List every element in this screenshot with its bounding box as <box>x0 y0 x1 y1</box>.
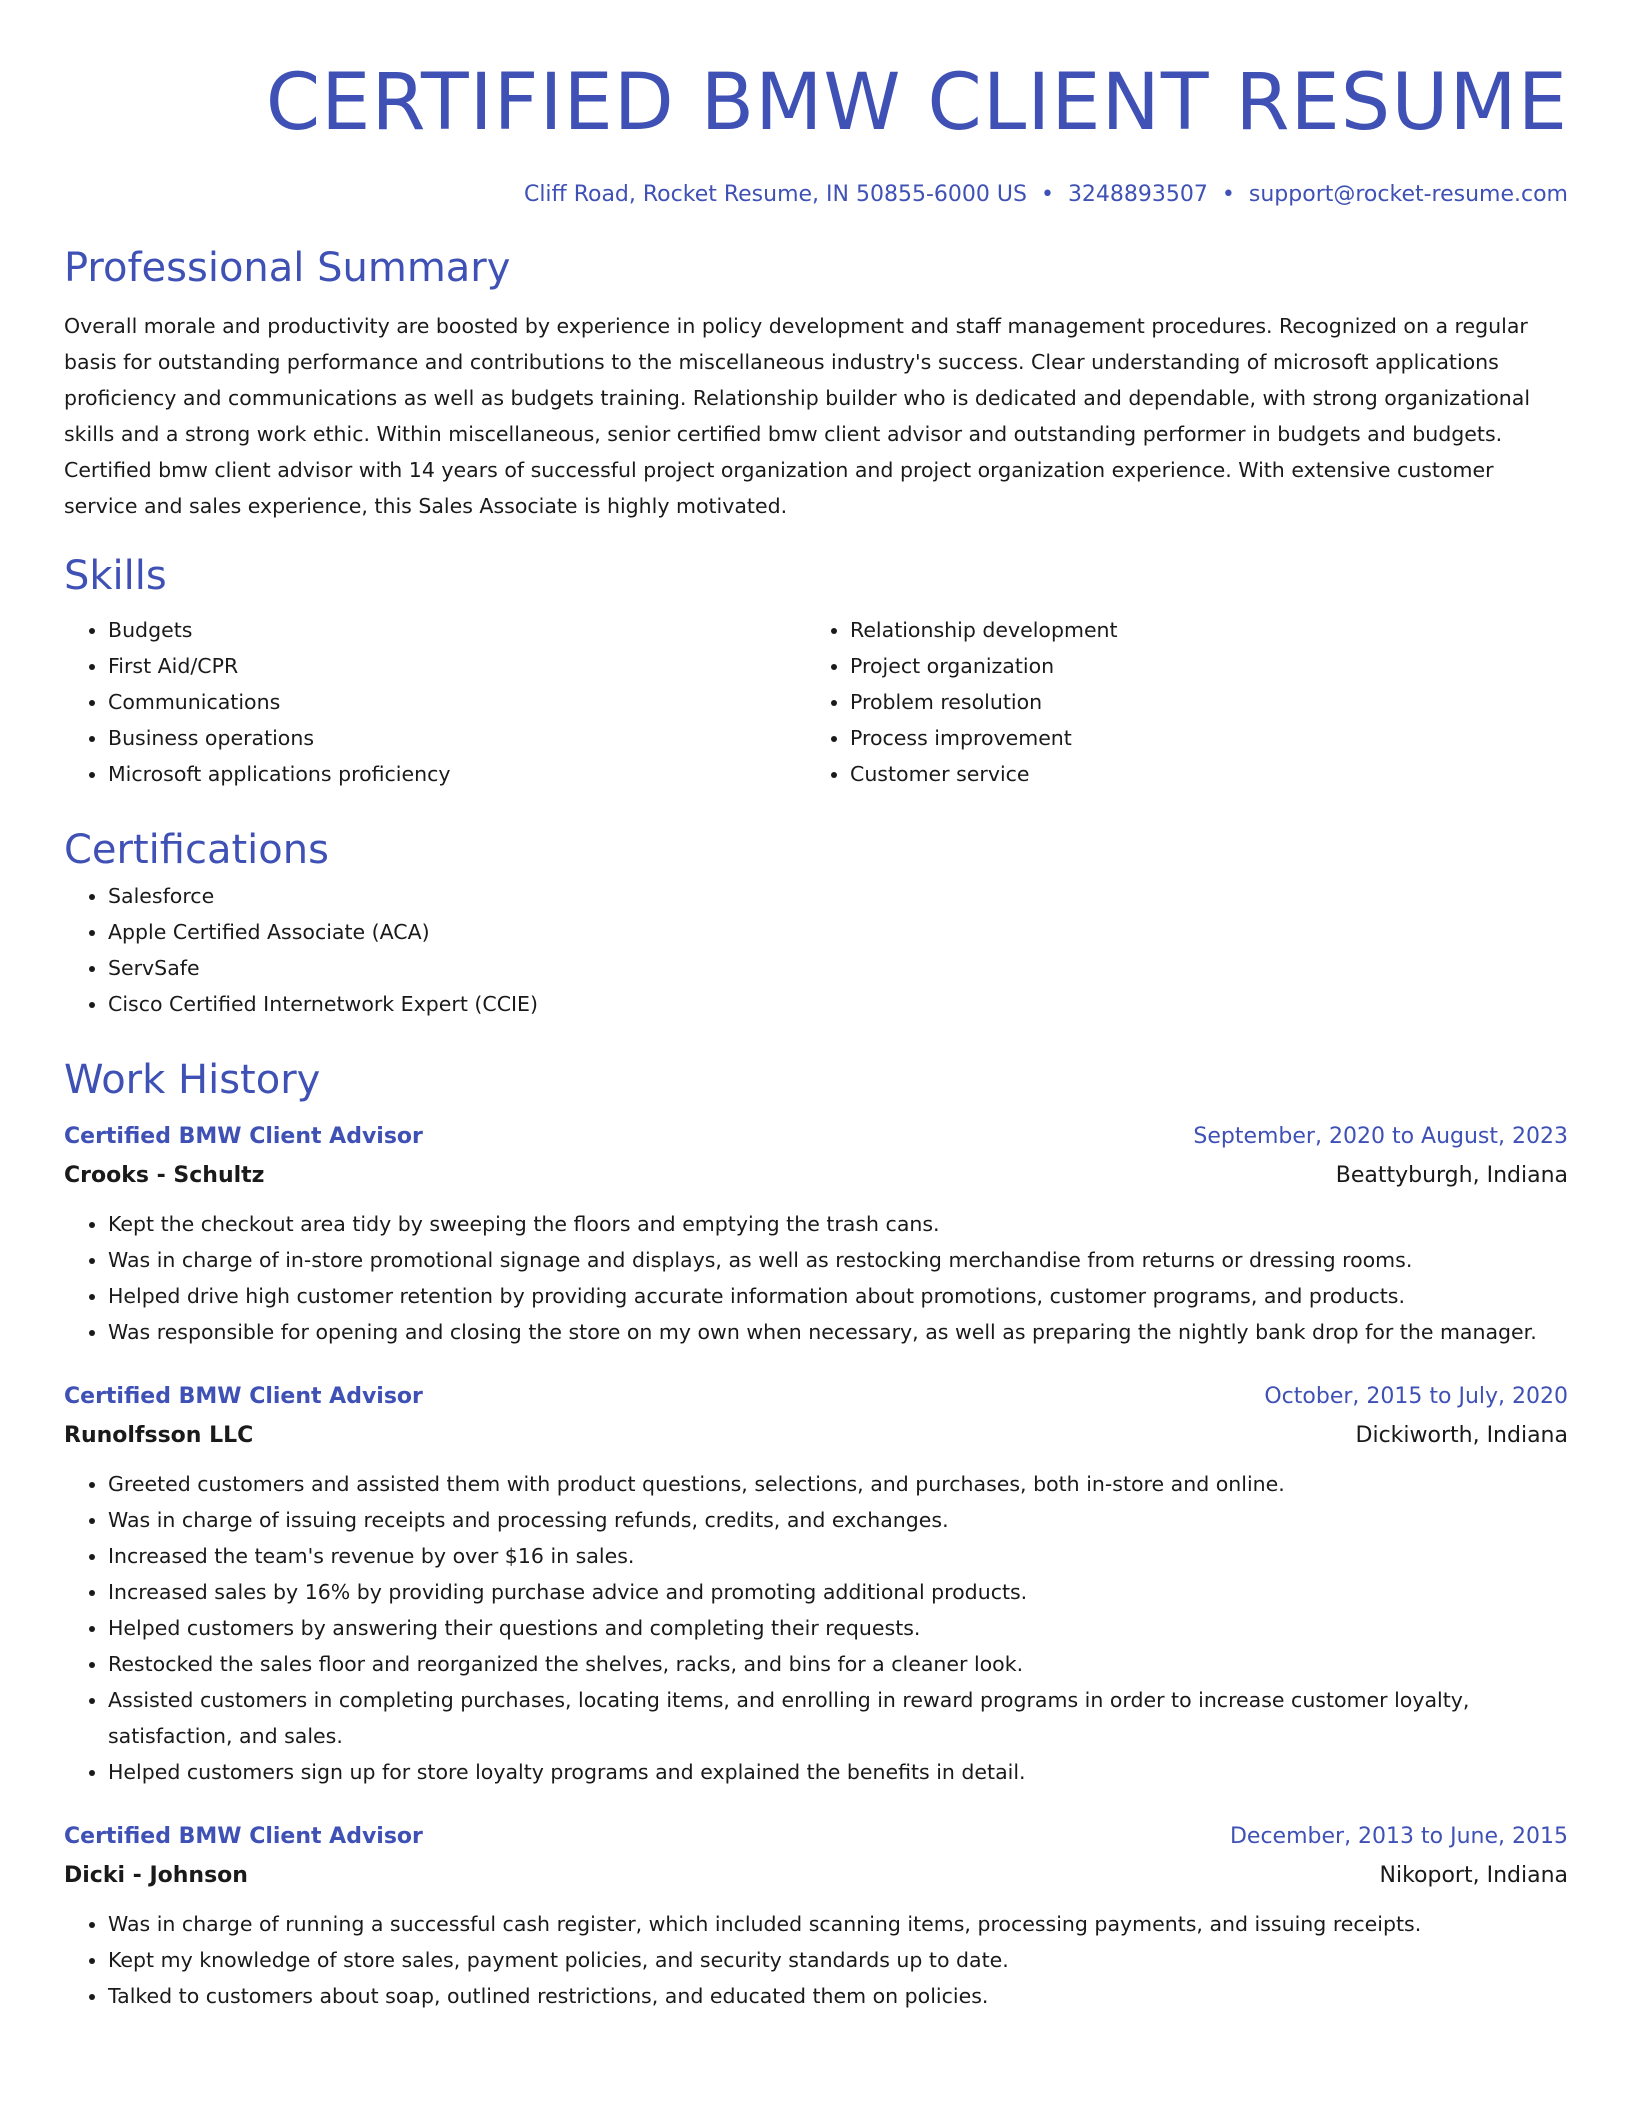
skill-item: • Problem resolution <box>850 684 1548 720</box>
skills-grid <box>64 612 1568 792</box>
certification-item: • ServSafe <box>108 950 1568 986</box>
job-company: Runolfsson LLC <box>64 1423 254 1448</box>
skill-item: • First Aid/CPR <box>108 648 806 684</box>
job-title: Certified BMW Client Advisor <box>64 1384 423 1409</box>
skill-item: • Process improvement <box>850 720 1548 756</box>
job-bullet: • Was responsible for opening and closing the store on my own when necessary, as well as preparing the nightly bank drop for the manager. <box>108 1314 1568 1350</box>
job-location: Beattyburgh, Indiana <box>1335 1163 1568 1188</box>
resume-header <box>64 48 1568 212</box>
job-bullet: • Restocked the sales floor and reorganized the shelves, racks, and bins for a cleaner look. <box>108 1646 1568 1682</box>
job-bullet: • Helped drive high customer retention by providing accurate information about promotions, customer programs, and products. <box>108 1278 1568 1314</box>
skills-list-right <box>806 612 1548 792</box>
skills-heading: Skills <box>64 553 167 599</box>
job-entry <box>64 1378 1568 1790</box>
job-bullet: • Helped customers by answering their questions and completing their requests. <box>108 1610 1568 1646</box>
job-title: Certified BMW Client Advisor <box>64 1824 423 1849</box>
job-company-row <box>64 1856 1568 1896</box>
job-company: Crooks - Schultz <box>64 1163 265 1188</box>
certification-item: • Salesforce <box>108 878 1568 914</box>
skill-item: • Business operations <box>108 720 806 756</box>
contact-line <box>64 178 1568 212</box>
job-bullets <box>64 1466 1568 1790</box>
certification-item: • Cisco Certified Internetwork Expert (CCIE) <box>108 986 1568 1022</box>
job-bullets <box>64 1206 1568 1350</box>
skills-column-left <box>64 612 806 792</box>
contact-address: Cliff Road, Rocket Resume, IN 50855-6000 US <box>523 182 1027 207</box>
job-dates: September, 2020 to August, 2023 <box>1193 1124 1568 1149</box>
job-bullets <box>64 1906 1568 2014</box>
certification-item: • Apple Certified Associate (ACA) <box>108 914 1568 950</box>
contact-phone: 3248893507 <box>1067 182 1208 207</box>
job-location: Dickiworth, Indiana <box>1355 1423 1568 1448</box>
job-bullet: • Greeted customers and assisted them with product questions, selections, and purchases, both in-store and online. <box>108 1466 1568 1502</box>
contact-email: support@rocket-resume.com <box>1248 182 1568 207</box>
job-location: Nikoport, Indiana <box>1379 1863 1568 1888</box>
job-bullet: • Kept my knowledge of store sales, payment policies, and security standards up to date. <box>108 1942 1568 1978</box>
contact-separator: • <box>1221 182 1235 207</box>
job-bullet: • Increased the team's revenue by over $16 in sales. <box>108 1538 1568 1574</box>
job-company-row <box>64 1416 1568 1456</box>
skills-list-left <box>64 612 806 792</box>
job-title-row <box>64 1118 1568 1156</box>
job-bullet: • Assisted customers in completing purchases, locating items, and enrolling in reward programs in order to increase customer loyalty, satisfaction, and sales. <box>108 1682 1568 1754</box>
contact-separator: • <box>1040 182 1054 207</box>
job-company-row <box>64 1156 1568 1196</box>
job-title-row <box>64 1378 1568 1416</box>
job-bullet: • Increased sales by 16% by providing purchase advice and promoting additional products. <box>108 1574 1568 1610</box>
work-history-heading: Work History <box>64 1057 321 1103</box>
job-title: Certified BMW Client Advisor <box>64 1124 423 1149</box>
job-entry <box>64 1818 1568 2014</box>
job-bullet: • Talked to customers about soap, outlined restrictions, and educated them on policies. <box>108 1978 1568 2014</box>
summary-text: Overall morale and productivity are boosted by experience in policy development and staff management procedures. Recognized on a regular basis for outstanding performance and contributions to the miscellaneous industry's success. Clear understanding of microsoft applications proficiency and communications as well as budgets training. Relationship builder who is dedicated and dependable, with strong organizational skills and a strong work ethic. Within miscellaneous, senior certified bmw client advisor and outstanding performer in budgets and budgets. Certified bmw client advisor with 14 years of successful project organization and project organization experience. With extensive customer service and sales experience, this Sales Associate is highly motivated. <box>64 314 1531 518</box>
resume-title: CERTIFIED BMW CLIENT RESUME <box>265 58 1568 148</box>
job-bullet: • Was in charge of in-store promotional signage and displays, as well as restocking merchandise from returns or dressing rooms. <box>108 1242 1568 1278</box>
skill-item: • Microsoft applications proficiency <box>108 756 806 792</box>
summary-heading: Professional Summary <box>64 245 511 291</box>
job-title-row <box>64 1818 1568 1856</box>
job-bullet: • Was in charge of running a successful cash register, which included scanning items, processing payments, and issuing receipts. <box>108 1906 1568 1942</box>
job-bullet: • Kept the checkout area tidy by sweeping the floors and emptying the trash cans. <box>108 1206 1568 1242</box>
certifications-list <box>64 878 1568 1022</box>
job-entry <box>64 1118 1568 1350</box>
job-bullet: • Was in charge of issuing receipts and processing refunds, credits, and exchanges. <box>108 1502 1568 1538</box>
job-dates: October, 2015 to July, 2020 <box>1264 1384 1568 1409</box>
job-dates: December, 2013 to June, 2015 <box>1229 1824 1568 1849</box>
skill-item: • Relationship development <box>850 612 1548 648</box>
certifications-heading: Certifications <box>64 827 329 873</box>
skill-item: • Project organization <box>850 648 1548 684</box>
skill-item: • Communications <box>108 684 806 720</box>
job-bullet: • Helped customers sign up for store loyalty programs and explained the benefits in detail. <box>108 1754 1568 1790</box>
skill-item: • Budgets <box>108 612 806 648</box>
job-company: Dicki - Johnson <box>64 1863 248 1888</box>
skill-item: • Customer service <box>850 756 1548 792</box>
skills-column-right <box>806 612 1548 792</box>
